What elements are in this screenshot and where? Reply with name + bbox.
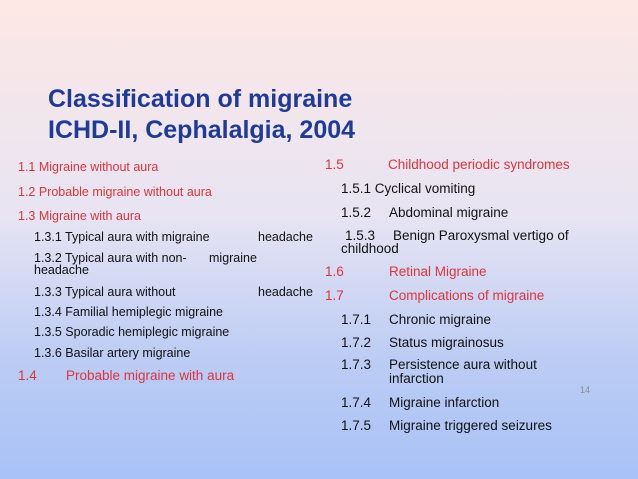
item-1-3-1: 1.3.1 Typical aura with migraine bbox=[34, 230, 210, 244]
item-1-3-1-cont: headache bbox=[258, 230, 313, 244]
item-1-7-3-text: Persistence aura without bbox=[389, 357, 537, 372]
item-1-7-3-cont: infarction bbox=[389, 371, 444, 386]
item-1-7-2-number: 1.7.2 bbox=[341, 335, 372, 350]
item-1-6-text: Retinal Migraine bbox=[389, 264, 487, 279]
item-1-5-1: 1.5.1 Cyclical vomiting bbox=[341, 181, 476, 196]
item-1-3-6: 1.3.6 Basilar artery migraine bbox=[34, 346, 191, 360]
item-1-7-3-number: 1.7.3 bbox=[341, 357, 372, 372]
item-1-7-1-number: 1.7.1 bbox=[341, 312, 372, 327]
item-1-5-2-number: 1.5.2 bbox=[341, 205, 372, 220]
item-1-3-3: 1.3.3 Typical aura without bbox=[34, 285, 176, 299]
item-1-7-4-number: 1.7.4 bbox=[341, 395, 372, 410]
item-1-4-text: Probable migraine with aura bbox=[66, 368, 235, 383]
item-1-3-2-cont: headache bbox=[34, 263, 89, 277]
title-line-2: ICHD-II, Cephalalgia, 2004 bbox=[48, 116, 356, 144]
item-1-3-2: 1.3.2 Typical aura with non- bbox=[34, 251, 187, 265]
item-1-7-4-text: Migraine infarction bbox=[389, 395, 500, 410]
item-1-6-number: 1.6 bbox=[325, 264, 344, 279]
page-number: 14 bbox=[579, 385, 590, 395]
item-1-5-3-text: Benign Paroxysmal vertigo of bbox=[393, 228, 569, 243]
item-1-7-5-text: Migraine triggered seizures bbox=[389, 418, 552, 433]
item-1-7-text: Complications of migraine bbox=[389, 288, 545, 303]
item-1-5-3-cont: childhood bbox=[341, 241, 399, 256]
item-1-3-3-cont: headache bbox=[258, 285, 313, 299]
item-1-5-text: Childhood periodic syndromes bbox=[388, 157, 570, 172]
item-1-7-2-text: Status migrainosus bbox=[389, 335, 504, 350]
item-1-7-number: 1.7 bbox=[325, 288, 344, 303]
item-1-5-number: 1.5 bbox=[325, 157, 344, 172]
title-line-1: Classification of migraine bbox=[48, 85, 353, 113]
item-1-3-2-mid: migraine bbox=[209, 251, 257, 265]
slide-title bbox=[48, 84, 355, 146]
item-1-7-1-text: Chronic migraine bbox=[389, 312, 492, 327]
item-1-7-5-number: 1.7.5 bbox=[341, 418, 372, 433]
item-1-4-number: 1.4 bbox=[18, 368, 37, 383]
item-1-3-5: 1.3.5 Sporadic hemiplegic migraine bbox=[34, 325, 230, 339]
item-1-3-4: 1.3.4 Familial hemiplegic migraine bbox=[34, 305, 223, 319]
item-1-3: 1.3 Migraine with aura bbox=[18, 209, 141, 223]
item-1-5-3-number: 1.5.3 bbox=[345, 228, 376, 243]
item-1-5-2-text: Abdominal migraine bbox=[389, 205, 509, 220]
item-1-1: 1.1 Migraine without aura bbox=[18, 160, 159, 174]
item-1-2: 1.2 Probable migraine without aura bbox=[18, 185, 212, 199]
